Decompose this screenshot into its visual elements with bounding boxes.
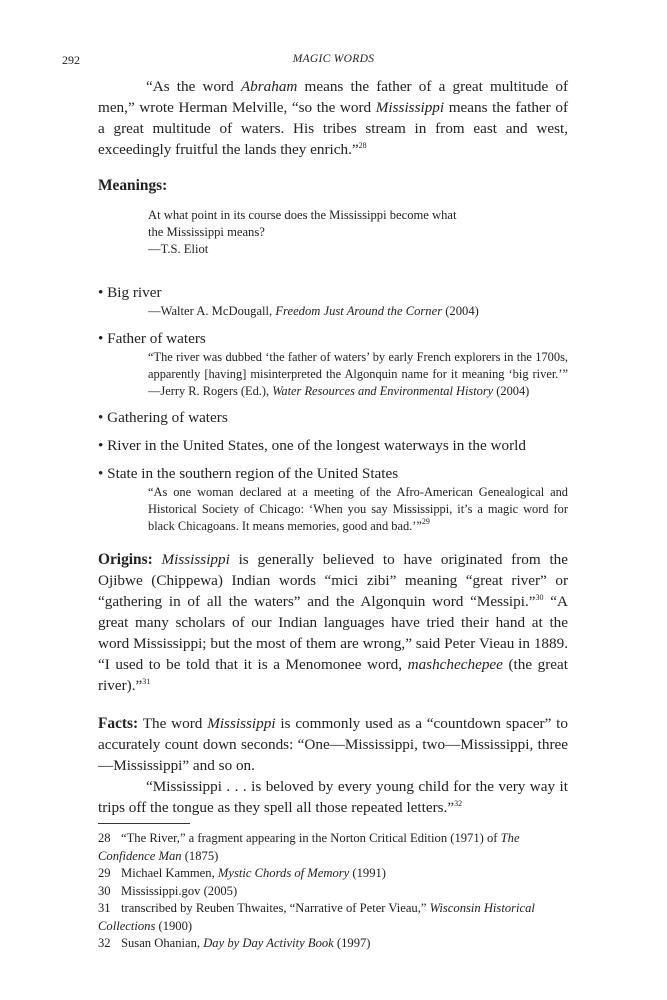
meaning-label: River in the United States, one of the longest waterways in the world <box>107 437 526 454</box>
meanings-heading: Meanings: <box>98 177 168 194</box>
footnotes <box>98 830 568 953</box>
footnote: 29 Michael Kammen, Mystic Chords of Memory (1991) <box>98 866 387 880</box>
meaning-item <box>98 436 568 456</box>
facts-quote-paragraph: “Mississippi . . . is beloved by every young child for the very way it trips off the tongue as they spell all those repeated letters.”$^{32}$ <box>98 778 568 816</box>
page-number: 292 <box>62 53 80 67</box>
footnote-ref: 30 <box>535 593 544 602</box>
meaning-label: State in the southern region of the United States <box>107 465 399 482</box>
bullet-mark: • <box>98 409 104 426</box>
meaning-label: Big river <box>107 284 162 301</box>
meaning-item <box>98 329 568 400</box>
footnote-ref: 31 <box>142 677 151 686</box>
meaning-label: Gathering of waters <box>107 409 228 426</box>
footnote-ref: 29 <box>421 517 430 526</box>
facts-paragraph: Facts: The word Mississippi is commonly used as a “countdown spacer” to accurately count down seconds: “One—Mississippi, two—Mississippi, three—Mississippi” and so on. <box>98 715 568 774</box>
meaning-item <box>98 408 568 428</box>
meaning-quote: “As one woman declared at a meeting of the Afro-American Genealogical and Historical Society of Chicago: ‘When you say Mississippi, it’s a magic word for black Chicagoans. It means memories, good and bad.’”$^{29}$ <box>148 485 568 533</box>
intro-paragraph: “As the word Abraham means the father of a great multitude of men,” wrote Herman Melville, “so the word Mississippi means the father of a great multitude of waters. His tribes stream in from east and west, exceedingly fruitful the lands they enrich.”$^{28}$ <box>98 78 569 158</box>
meaning-label: Father of waters <box>107 330 206 347</box>
bullet-mark: • <box>98 465 104 482</box>
running-title: MAGIC WORDS <box>292 53 375 65</box>
footnote-divider <box>98 823 190 824</box>
footnote: 28 “The River,” a fragment appearing in the Norton Critical Edition (1971) of The Confidence Man (1875) <box>98 831 520 863</box>
footnote: 32 Susan Ohanian, Day by Day Activity Book (1997) <box>98 936 371 950</box>
epigraph-attribution: —T.S. Eliot <box>148 242 209 256</box>
bullet-mark: • <box>98 284 104 301</box>
footnote-ref: 28 <box>358 141 367 150</box>
footnote: 30 Mississippi.gov (2005) <box>98 883 238 898</box>
bullet-mark: • <box>98 437 104 454</box>
epigraph: At what point in its course does the Mississippi become what the Mississippi means? —T.S. Eliot <box>98 207 568 258</box>
meaning-attribution: —Walter A. McDougall, Freedom Just Around the Corner (2004) <box>148 304 479 318</box>
meaning-item <box>98 464 568 535</box>
meaning-item <box>98 283 568 320</box>
footnote: 31 transcribed by Reuben Thwaites, “Narrative of Peter Vieau,” Wisconsin Historical Collections (1900) <box>98 901 535 933</box>
origins-heading: Origins: <box>98 551 153 568</box>
footnote-ref: 32 <box>454 799 463 808</box>
meaning-quote: “The river was dubbed ‘the father of waters’ by early French explorers in the 1700s, apparently [having] misinterpreted the Algonquin name for it meaning ‘big river.’” —Jerry R. Rogers (Ed.), Water Resources and Environmental History (2004) <box>148 350 568 398</box>
origins-paragraph: Origins: Mississippi is generally believed to have originated from the Ojibwe (Chippewa) Indian words “mici zibi” meaning “great river” or “gathering in of all the waters” and the Algonquin word “Messipi.”$^{30}$ “A great many scholars of our Indian languages have tried their hand at the word Mississippi; but the most of them are wrong,” said Peter Vieau in 1889. “I used to be told that it is a Menomonee word, mashchechepee (the great river).”$^{31}$ <box>98 551 568 694</box>
facts-heading: Facts: <box>98 715 139 732</box>
page-body <box>98 76 568 818</box>
bullet-mark: • <box>98 330 104 347</box>
